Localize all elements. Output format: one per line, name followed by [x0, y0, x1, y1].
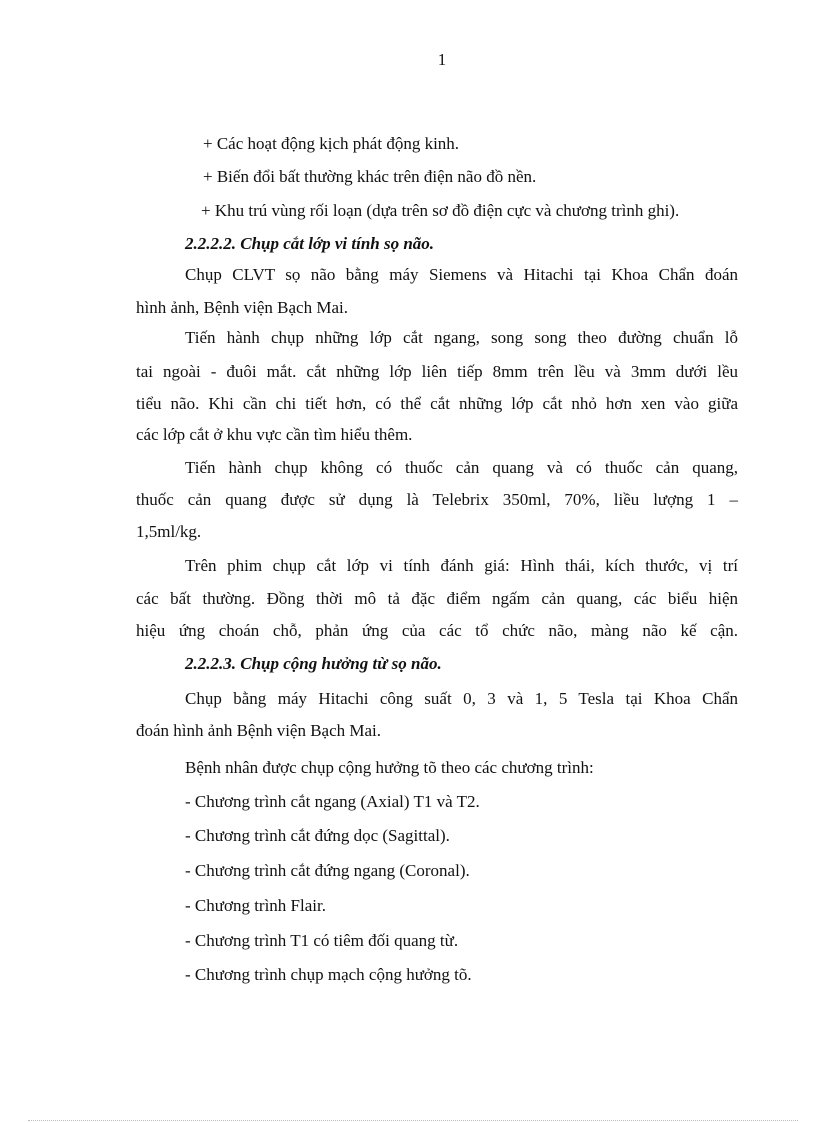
list-item: - Chương trình cắt ngang (Axial) T1 và T2. [185, 792, 480, 811]
paragraph-line: các bất thường. Đồng thời mô tả đặc điểm ngấm cản quang, các biểu hiện [136, 589, 738, 608]
bullet-other-abnormalities: + Biến đổi bất thường khác trên điện não đồ nền. [203, 167, 537, 186]
paragraph-line: Tiến hành chụp những lớp cắt ngang, song song theo đường chuẩn lỗ [185, 328, 738, 347]
paragraph-line: đoán hình ảnh Bệnh viện Bạch Mai. [136, 721, 382, 740]
bullet-seizure-activity: + Các hoạt động kịch phát động kinh. [203, 134, 460, 153]
bullet-localization: + Khu trú vùng rối loạn (dựa trên sơ đồ điện cực và chương trình ghi). [201, 201, 680, 220]
section-heading-mri: 2.2.2.3. Chụp cộng hưởng từ sọ não. [185, 654, 442, 673]
list-item: - Chương trình Flair. [185, 896, 326, 915]
footer-divider [28, 1120, 798, 1121]
paragraph-line: Chụp CLVT sọ não bằng máy Siemens và Hitachi tại Khoa Chẩn đoán [185, 265, 738, 284]
paragraph-line: tiểu não. Khi cần chi tiết hơn, có thể cắt những lớp cắt nhỏ hơn xen vào giữa [136, 394, 738, 413]
section-heading-ct: 2.2.2.2. Chụp cắt lớp vi tính sọ não. [185, 234, 435, 253]
list-item: - Chương trình cắt đứng ngang (Coronal). [185, 861, 470, 880]
paragraph-line: 1,5ml/kg. [136, 522, 202, 541]
paragraph-line: Chụp bằng máy Hitachi công suất 0, 3 và 1, 5 Tesla tại Khoa Chẩn [185, 689, 738, 708]
paragraph-line: hiệu ứng choán chỗ, phản ứng của các tổ chức não, màng não kế cận. [136, 621, 738, 640]
list-item: - Chương trình T1 có tiêm đối quang từ. [185, 931, 459, 950]
page-number: 1 [437, 50, 447, 69]
paragraph-line: các lớp cắt ở khu vực cần tìm hiểu thêm. [136, 425, 413, 444]
paragraph-line: thuốc cản quang được sử dụng là Telebrix 350ml, 70%, liều lượng 1 – [136, 490, 738, 509]
paragraph-line: hình ảnh, Bệnh viện Bạch Mai. [136, 298, 348, 317]
paragraph-line: tai ngoài - đuôi mắt. cắt những lớp liên tiếp 8mm trên lều và 3mm dưới lều [136, 362, 738, 381]
paragraph-line: Bệnh nhân được chụp cộng hưởng tõ theo các chương trình: [185, 758, 594, 777]
list-item: - Chương trình chụp mạch cộng hưởng tõ. [185, 965, 472, 984]
paragraph-line: Trên phim chụp cắt lớp vi tính đánh giá: Hình thái, kích thước, vị trí [185, 556, 738, 575]
paragraph-line: Tiến hành chụp không có thuốc cản quang và có thuốc cản quang, [185, 458, 738, 477]
list-item: - Chương trình cắt đứng dọc (Sagittal). [185, 826, 450, 845]
